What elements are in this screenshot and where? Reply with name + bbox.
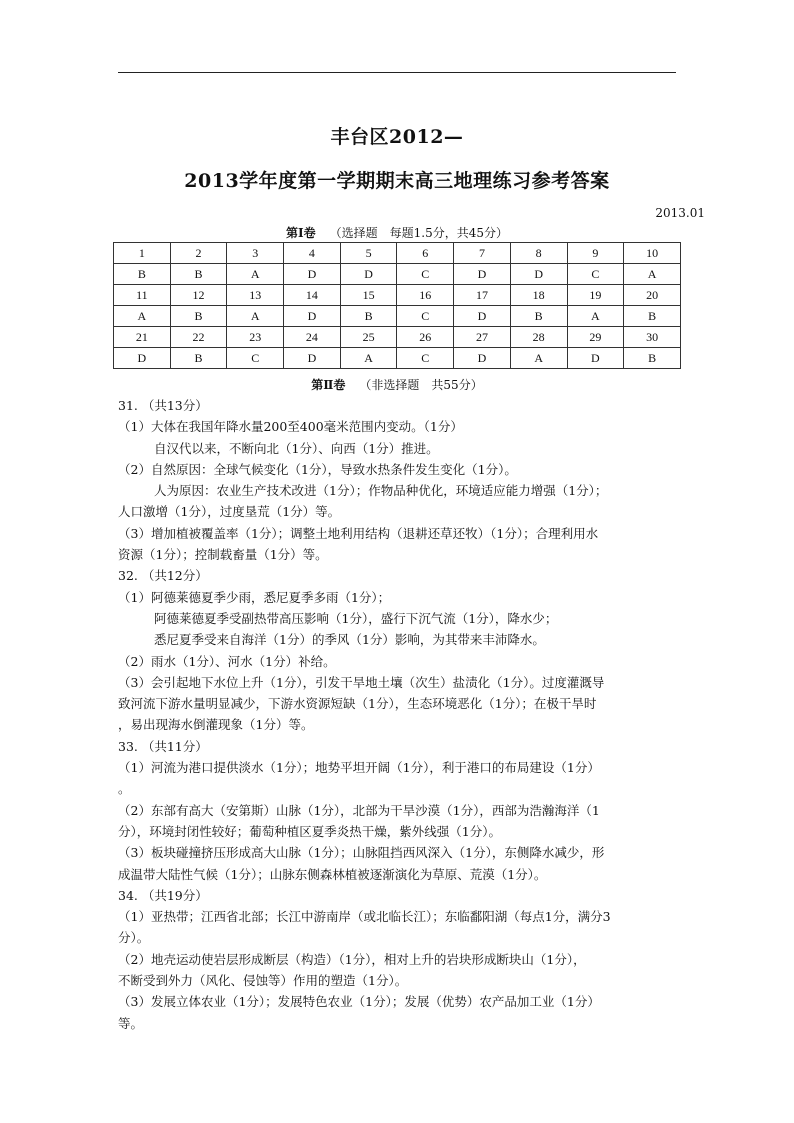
table-cell: 6 xyxy=(397,243,454,264)
table-cell: D xyxy=(454,348,511,369)
table-cell: B xyxy=(624,348,681,369)
table-cell: A xyxy=(510,348,567,369)
text-line: 成温带大陆性气候（1分）；山脉东侧森林植被逐渐演化为草原、荒漠（1分）。 xyxy=(118,866,547,882)
section-2-label: 第Ⅱ卷 xyxy=(311,378,346,392)
text-line: 阿德莱德夏季受副热带高压影响（1分），盛行下沉气流（1分），降水少； xyxy=(154,610,558,626)
table-cell: 28 xyxy=(510,327,567,348)
table-cell: C xyxy=(397,264,454,285)
table-cell: 1 xyxy=(114,243,171,264)
section-2-heading xyxy=(0,376,794,393)
table-cell: 3 xyxy=(227,243,284,264)
table-cell: 24 xyxy=(284,327,341,348)
table-cell: 21 xyxy=(114,327,171,348)
table-cell: A xyxy=(227,306,284,327)
title-line-1: 丰台区2012— xyxy=(330,126,464,148)
table-cell: 9 xyxy=(567,243,624,264)
table-cell: 8 xyxy=(510,243,567,264)
text-line: ，易出现海水倒灌现象（1分）等。 xyxy=(118,717,314,733)
table-cell: B xyxy=(340,306,397,327)
table-cell: B xyxy=(624,306,681,327)
table-cell: D xyxy=(510,264,567,285)
text-line: 人为原因：农业生产技术改进（1分）；作物品种优化，环境适应能力增强（1分）； xyxy=(154,483,608,499)
table-cell: 19 xyxy=(567,285,624,306)
table-cell: 11 xyxy=(114,285,171,306)
text-line: （2）自然原因：全球气候变化（1分），导致水热条件发生变化（1分）。 xyxy=(118,461,517,477)
text-line: 分），环境封闭性较好；葡萄种植区夏季炎热干燥，紫外线强（1分）。 xyxy=(118,823,501,839)
text-line: 31. （共13分） xyxy=(118,398,208,413)
text-line: 分）。 xyxy=(118,930,150,946)
table-cell: A xyxy=(114,306,171,327)
table-cell: 13 xyxy=(227,285,284,306)
table-cell: C xyxy=(397,348,454,369)
table-cell: 22 xyxy=(170,327,227,348)
table-cell: A xyxy=(340,348,397,369)
answer-body xyxy=(118,395,678,1034)
table-cell: 16 xyxy=(397,285,454,306)
section-1-note: （选择题 每题1.5分，共45分） xyxy=(329,226,508,240)
header-rule xyxy=(118,72,676,73)
text-line: 资源（1分）；控制载畜量（1分）等。 xyxy=(118,547,328,563)
text-line: （2）雨水（1分）、河水（1分）补给。 xyxy=(118,653,336,669)
text-line: 33. （共11分） xyxy=(118,738,208,754)
table-row xyxy=(114,264,681,285)
text-line: （1）大体在我国年降水量200至400毫米范围内变动。（1分） xyxy=(118,419,463,435)
table-row xyxy=(114,348,681,369)
table-cell: 25 xyxy=(340,327,397,348)
table-row xyxy=(114,306,681,327)
section-2-note: （非选择题 共55分） xyxy=(359,378,483,392)
table-cell: 27 xyxy=(454,327,511,348)
text-line: （1）阿德莱德夏季少雨，悉尼夏季多雨（1分）； xyxy=(118,589,391,605)
table-cell: 14 xyxy=(284,285,341,306)
table-cell: B xyxy=(170,306,227,327)
table-cell: 30 xyxy=(624,327,681,348)
table-cell: D xyxy=(114,348,171,369)
table-cell: A xyxy=(227,264,284,285)
text-line: （3）板块碰撞挤压形成高大山脉（1分）；山脉阻挡西风深入（1分），东侧降水减少，形 xyxy=(118,845,605,861)
answer-table xyxy=(113,242,681,369)
table-cell: 12 xyxy=(170,285,227,306)
table-cell: B xyxy=(170,348,227,369)
table-cell: D xyxy=(567,348,624,369)
table-cell: D xyxy=(284,306,341,327)
table-cell: 17 xyxy=(454,285,511,306)
table-cell: D xyxy=(284,264,341,285)
table-cell: 29 xyxy=(567,327,624,348)
text-line: （1）亚热带；江西省北部；长江中游南岸（或北临长江）；东临鄱阳湖（每点1分，满分3 xyxy=(118,909,611,925)
text-line: 32. （共12分） xyxy=(118,568,208,584)
section-1-heading xyxy=(0,224,794,241)
table-cell: 15 xyxy=(340,285,397,306)
table-cell: B xyxy=(114,264,171,285)
table-row xyxy=(114,285,681,306)
text-line: 悉尼夏季受来自海洋（1分）的季风（1分）影响，为其带来丰沛降水。 xyxy=(154,632,545,648)
table-cell: 20 xyxy=(624,285,681,306)
text-line: （3）增加植被覆盖率（1分）；调整土地利用结构（退耕还草还牧）（1分）；合理利用水 xyxy=(118,525,599,541)
table-cell: 2 xyxy=(170,243,227,264)
table-cell: B xyxy=(510,306,567,327)
text-line: （3）会引起地下水位上升（1分），引发干旱地土壤（次生）盐渍化（1分）。过度灌溉导 xyxy=(118,674,605,690)
table-cell: 10 xyxy=(624,243,681,264)
table-cell: 4 xyxy=(284,243,341,264)
table-cell: B xyxy=(170,264,227,285)
table-row xyxy=(114,243,681,264)
text-line: （2）东部有高大（安第斯）山脉（1分），北部为干旱沙漠（1分），西部为浩瀚海洋（1 xyxy=(118,802,600,818)
table-cell: C xyxy=(397,306,454,327)
text-line: 。 xyxy=(118,781,131,797)
text-line: 34. （共19分） xyxy=(118,887,208,903)
text-line: 自汉代以来，不断向北（1分）、向西（1分）推进。 xyxy=(154,440,439,456)
text-line: 不断受到外力（风化、侵蚀等）作用的塑造（1分）。 xyxy=(118,973,408,989)
table-cell: D xyxy=(454,264,511,285)
table-row xyxy=(114,327,681,348)
table-cell: D xyxy=(284,348,341,369)
date: 2013.01 xyxy=(655,206,705,220)
text-line: 致河流下游水量明显减少，下游水资源短缺（1分），生态环境恶化（1分）；在极干旱时 xyxy=(118,696,597,712)
table-cell: A xyxy=(567,306,624,327)
text-line: 等。 xyxy=(118,1015,144,1031)
table-cell: 7 xyxy=(454,243,511,264)
text-line: 人口激增（1分），过度垦荒（1分）等。 xyxy=(118,504,341,520)
table-cell: 26 xyxy=(397,327,454,348)
table-cell: 5 xyxy=(340,243,397,264)
table-cell: C xyxy=(227,348,284,369)
table-cell: D xyxy=(454,306,511,327)
table-cell: C xyxy=(567,264,624,285)
text-line: （3）发展立体农业（1分）；发展特色农业（1分）；发展（优势）农产品加工业（1分） xyxy=(118,994,600,1010)
text-line: （2）地壳运动使岩层形成断层（构造）（1分），相对上升的岩块形成断块山（1分）， xyxy=(118,951,586,967)
table-cell: 23 xyxy=(227,327,284,348)
table-cell: D xyxy=(340,264,397,285)
table-cell: 18 xyxy=(510,285,567,306)
text-line: （1）河流为港口提供淡水（1分）；地势平坦开阔（1分），利于港口的布局建设（1分） xyxy=(118,760,600,776)
table-cell: A xyxy=(624,264,681,285)
title-line-2: 2013学年度第一学期期末高三地理练习参考答案 xyxy=(184,170,610,192)
section-1-label: 第Ⅰ卷 xyxy=(286,226,316,240)
